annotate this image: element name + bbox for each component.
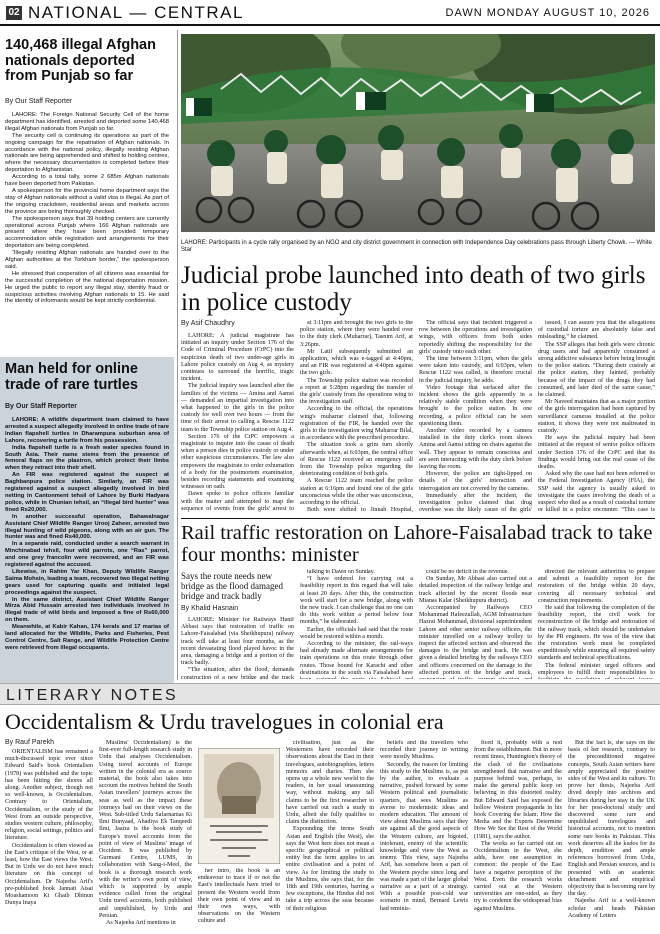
rail-column-3 xyxy=(419,569,532,679)
rail-column-2 xyxy=(300,569,413,679)
paragraph: The time between 3:11pm, when the girls were taken into custody, and 6:03pm, when Rescue 1122 was called, is therefore crucial in the judicial inquiry, he adds. xyxy=(419,356,532,384)
literary-headline: Occidentalism & Urdu travelogues in colonial era xyxy=(5,709,444,734)
paragraph: directed the relevant authorities to prepare and submit a feasibility report for the restoration of the bridge within 20 days, covering all necessary technical and construction requirements. xyxy=(538,569,655,604)
cycle-rally-photo xyxy=(181,34,655,232)
literary-column-2 xyxy=(99,740,192,931)
afghan-body xyxy=(5,112,169,358)
dateline: DAWN MONDAY AUGUST 10, 2026 xyxy=(445,7,650,19)
afghan-byline: By Our Staff Reporter xyxy=(5,98,73,105)
paragraph: Meanwhile, at Kabir Kahan, 174 kerals and 17 marias of land allocated for the Wildlife, Parks and Fisheries, Pest Control Centre, Salt Range, and Wildlife Protection Centre were retrieved from illegal occupants. xyxy=(5,624,169,651)
probe-byline: By Asif Chaudhry xyxy=(181,320,235,327)
paragraph: Likewise, in Rahim Yar Khan, Deputy Wildlife Ranger Saima Mohsin, leading a team, recovered two illegal netting gears used for capturing quails and initiated legal proceedings against the suspect. xyxy=(5,568,169,596)
paragraph: The federal minister urged officers and employees to fulfill their responsibilities to xyxy=(538,662,655,676)
paragraph: Muslims' Occidentalism) is the first-ever full-length research study in Urdu that analyses Occidentalism. Using travel accounts of Europe written in the colonial era as source material, the book also takes into account the motives behind the South Asian travellers' journeys across the seas as well as the impact these journeys had on their views on the West. Sub-titled Urdu Safarnamas Ki Ilmi Bunyaad, Ahadiya Ek Tanqeedi Ilmi, Jaaiza is the book study of Europe's travel accounts from the point of view of Muslims' image of Occident. It was published by Gurmani Centre, LUMS, in collaboration with Sang-i-Meel, the book is a thorough research work with the writer's own point of view, which is supported by ample evidence culled from the original Urdu travel accounts, both published and unpublished, by Urdu and Persian. xyxy=(99,740,192,919)
rail-byline: By Khalid Hasnain xyxy=(181,605,239,612)
paragraph: “The situation, after the flood, demands construction of a new bridge and the track xyxy=(181,667,294,679)
rail-headline: Rail traffic restoration on Lahore-Faisalabad track to take four months: minister xyxy=(181,522,653,566)
paragraph: Earlier, the officials had said that the route would be restored within a month. xyxy=(300,626,413,640)
paragraph: Mr Latif subsequently submitted an application, which was e-tagged at 4:40pm, and an FIR was registered at 4:40pm against the two girls. xyxy=(300,348,413,377)
paragraph: He stressed that cooperation of all citizens was essential for the successful completion of the national deportation mission. He urged the public to report any illegal stay, identity fraud or suspicious activities involving Afghan nationals to 15. He said the identity of informants would be kept strictly confidential. xyxy=(5,270,169,305)
paragraph: According to the minister, the rail-ways had already made alternate arrangements for train operations on this route through other routes. Those bound for Karachi and other destinations in the south via Faisalabad have xyxy=(300,641,413,676)
probe-column-4 xyxy=(538,320,655,513)
literary-column-5 xyxy=(380,740,468,931)
paragraph: “I have ordered for carrying out a feasibility report in this regard that will take at least 20 days. After this, the construction work will start for a new bridge, along with the new track. I can challenge that no one can do this work within a period below four months,” he elaborated. xyxy=(300,576,413,626)
paragraph: However, the police are tight-lipped on details of the girls' interaction and interrogation are not covered by the cameras. xyxy=(419,471,532,492)
literary-column-7 xyxy=(568,740,655,931)
paragraph: In a separate raid, conducted under a search warrant in Minchinabad tehsil, four wild parrots, one “Ras” parrot, and one grey francolin were recovered, and an FIR was registered against the accused. xyxy=(5,541,169,569)
paragraph: her intro, the book is an endeavour to trace if or not the East's intellectuals have tried to present the Western world from their own point of view and in their own ways, with observations on the Western culture and xyxy=(198,868,280,925)
column-rule xyxy=(177,30,178,680)
literary-column-1 xyxy=(5,749,93,931)
paragraph: A spokesperson for the provincial home department says the stay of Afghan nationals without a valid visa is illegal. As part of the ongoing crackdown, residential areas and markets across the province are being thoroughly checked. xyxy=(5,187,169,215)
paragraph: As Najeeba Arif mentions in xyxy=(106,920,176,927)
paragraph: Both were shifted to Jinnah Hospital, xyxy=(307,507,413,513)
paragraph: He said that following the completion of the feasibility report, the civil work for reconstruction of the bridge and restoration of the railway track, which should be undertaken by the PR engineers. He was of the view that the restoration work must be completed expeditiously while ensuring all required safety standards and technical specifications. xyxy=(538,605,655,662)
probe-column-3 xyxy=(419,320,532,513)
paragraph: at 3:11pm and brought the two girls to the police station, where they were handed over to the duty clerk (Muharrar), Tasnim Arif, at 3:26pm. xyxy=(300,320,413,348)
turtles-byline: By Our Staff Reporter xyxy=(5,403,77,410)
paragraph: Secondly, the reason for limiting this study to the Muslims is, as put by the author, to evaluate a narrative, pushed forward by some Western political and journalistic quarters, that sees Muslims as averse to modernistic ideas and modern education. The amount of view about Muslims says that they are against all the good aspects of the Western culture, are bigoted, intolerant, enemy of the scientific knowledge and view the West as enemy. This view, says Najeeba Arif, has somehow been a part of the Western psyche since long and was made a part of the larger global narrative as a part of a strategy. With a possible post-cold war scenario in mind, Bernard Lewis had reminis- xyxy=(380,761,468,912)
rail-column-1 xyxy=(181,617,294,679)
paragraph: In another successful operation, Bahawalnagar Assistant Chief Wildlife Ranger Urooj Zaheer, arrested two illegal hunting of wild pigeons, along with an air gun. The hunter was and fined Rs40,000. xyxy=(5,513,169,541)
book-cover-illustration xyxy=(198,748,280,864)
probe-column-2 xyxy=(300,320,413,513)
paragraph: Accompanied by Railways CEO Mohammad Hafeezullah, AGM Infrastructure Hazrat Mohammad, divisional superintendent Lahore and other senior railway officers, the minister travelled on a railway trolley to inspect the affected section and observed the damages to the bridge and track. He was given a detailed briefing by the railways CEO and officers concerned on the damage to the affected portion of the bridge and track, xyxy=(419,605,532,676)
rail-deck: Says the route needs new bridge as the flood damaged bridge and track badly xyxy=(181,571,283,601)
paragraph: According to the official, the operations wing's muharrar claimed that, following registration of the FIR, he handed over the girls to the investigation wing Muharrar Bilal, in accordance with the prescribed procedure. xyxy=(300,406,413,442)
section-divider xyxy=(181,518,655,519)
paragraph: talking to Dawn on Sunday. xyxy=(307,569,375,575)
paragraph: “Illegally residing Afghan nationals are handed over to the Afghan authorities at the Torkham border,” the spokesperson said. xyxy=(5,250,169,270)
paragraph: The situation took a grim turn shortly afterwards when, at 6:03pm, the central office of Rescue 1122 received an emergency call from the Township police regarding the deteriorating condition of both girls. xyxy=(300,442,413,478)
paragraph: Immediately after the incident, the investigation police claimed that drug overdose was the likely cause of the girls' xyxy=(419,492,532,513)
paragraph: LAHORE: Minister for Railways Hanif Abbasi says that restoration of traffic on Lahore-Faisalabad (via Sheikhupura) railway track will take at least four months, as the recent devastating flood played havoc in the area, damaging a bridge and a portion of the track badly. xyxy=(181,617,294,667)
paragraph: The Township police station was recorded a report at 5:28pm regarding the transfer of the girls' custody from the operations wing to the investigation staff. xyxy=(300,377,413,406)
paragraph: civilisation, just as the Westerners have recorded their observations about the East in their travelogues, autobiographies, letters memoirs and diaries. Then she opens up a whole new world to the readers, in her usual unassuming way, without making any tall claims to be the first researcher to have carried out such a study in Urdu, albeit she fully qualifies to claim the distinction. xyxy=(286,740,374,826)
paragraph: The official says that incident triggered a row between the operations and investigation wings, with officers from both sides reportedly shifting the responsibility for the girls' custody onto each other. xyxy=(419,320,532,355)
paragraph: Video footage that surfaced after the incident shows the girls apparently in a relatively stable condition when they were brought to the police station. In one recording, a police official can be seen questioning them. xyxy=(419,384,532,427)
paragraph: He says the judicial inquiry had been initiated at the request of senior police officers under Section 176 of the CrPC and that its findings would bring out the real cause of the deaths. xyxy=(538,435,655,471)
paragraph: issued, I can assure you that the allegations of custodial torture are absolutely false and misleading,” he claimed. xyxy=(538,320,655,341)
afghan-headline: 140,468 illegal Afghan nationals deported from Punjab so far xyxy=(5,37,156,84)
book-cover-image xyxy=(198,748,280,864)
paragraph: Mr Naveed maintains that as a major portion of the girls interrogation had been captured by surveillance cameras installed at the police station, it shows they were not maltreated in custody. xyxy=(538,399,655,435)
photo-illustration xyxy=(181,34,655,232)
paragraph: On Sunday, Mr Abbasi also carried out a detailed inspection of the railway bridge and track affected by the recent floods near Mianas Kalar (Sheikhupura district). xyxy=(419,576,532,604)
literary-byline: By Rauf Parekh xyxy=(5,739,55,746)
paragraph: The spokesperson says that 39 holding centers are currently operational across Punjab where 166 Afghan nationals are present where they have been provided temporary accommodation while registration and arrangements for their deportation are being completed. xyxy=(5,215,169,250)
paragraph: But the fact is, she says on the basis of her research, contrary to the preconditioned negative concepts, South Asian writers have amply appreciated the positive sides of the West and its culture. To prove her thesis, Najeeba Arif dived deeply into archives and libraries during her stay in the UK for her post-doctoral study and discovered some rare and unpublished travelogues and historical accounts, not to mention some rare books in Pakistan. This work deserves all the kudos for its depth, erudition and ample references borrowed from Urdu, English and Persian sources, and is presented with an academic detachment and empirical objectivity that is becoming rare by the day. xyxy=(568,740,655,898)
paragraph: India flapshell turtle is a fresh water species found in South Asia. Their name stems from the presence of femoral flaps on the plastron, which protect their limbs when they retract into their shell. xyxy=(5,444,169,472)
paragraph: beliefs and the travellers who recorded their journey in writing were mostly Muslims. xyxy=(380,740,468,761)
probe-headline: Judicial probe launched into death of two girls in police custody xyxy=(181,262,646,316)
paragraph: Dawn spoke to police officers familiar with the matter and attempted to map the sequence of events from the girls' arrest to xyxy=(181,491,294,512)
section-title: NATIONAL — CENTRAL xyxy=(28,3,244,22)
paragraph: In the same district, Assistant Chief Wildlife Ranger Mirza Abid Hussain arrested two individuals involved in illegal trade of wild birds and imposed a fine of Rs60,000 on them. xyxy=(5,596,169,624)
masthead xyxy=(0,0,660,26)
paragraph: could be no deficit in the revenue. xyxy=(426,569,510,575)
paragraph: LAHORE: A wildlife department team claimed to have arrested a suspect allegedly involved in online trade of rare Indian flapshell turtles in Dharampura suburban area of Lahore, recovering a turtle from his possession. xyxy=(5,417,169,444)
turtles-headline: Man held for online trade of rare turtles xyxy=(5,361,138,393)
literary-notes-band xyxy=(0,683,660,705)
rail-column-4 xyxy=(538,569,655,679)
literary-column-6 xyxy=(474,740,562,931)
paragraph: The security cell is continuing its operations as part of the ongoing campaign for the repatriation of Afghan nationals. In accordance with the national policy, illegally residing Afghan nationals are being apprehended and shifted to holding centres, where the necessary documentation is completed before their deportation to Afghanistan. xyxy=(5,132,169,174)
paragraph: A Rescue 1122 team reached the police station at 6:16pm and found one of the girls unconscious while the other was unconscious, according to the official. xyxy=(300,478,413,507)
paragraph: Najeeba Arif is a well-known scholar and heads Pakistan Academy of Letters xyxy=(568,898,655,919)
probe-column-1 xyxy=(181,333,294,513)
page-number: 02 xyxy=(6,6,22,20)
paragraph: The judicial inquiry was launched after the families of the victims — Amina and Aamsi — demanded an impartial investigation into what happened to the girls in the police custody for well over two hours — from the time of their arrest to calling a Rescue 1122 team to the Township police station on Aug 4. xyxy=(181,383,294,433)
paragraph: The works so far carried out on Occidentalism in the West, she adds, have one assumption in common: the people of the East have a negative perception of the West. Even the research works carried out at the Western universities are one-sided, as they try to condemn the widespread bias against Muslims. xyxy=(474,840,562,912)
paragraph: Another video recorded by a camera installed in the duty clerk's room shows Amina and Aamsi sitting on chairs against the wall. They appear to remain conscious and are seen interacting with the duty clerk before leaving the room. xyxy=(419,428,532,471)
paragraph: LAHORE: The Foreign National Security Cell of the home department has identified, arrested and deported some 140,468 illegal Afghan nationals from Punjab so far. xyxy=(5,112,169,132)
afghan-story xyxy=(0,28,174,360)
paragraph: The SSP alleges that both girls were chronic drug users and had apparently consumed a strong addictive substance before being brought to the police station. “During their custody at the police station, they fainted, probably because of the impact of the drugs they had consumed, and later died of the same cause,” he claimed. xyxy=(538,341,655,399)
paragraph: Asked why the case had not been referred to the Federal Investigation Agency (FIA), the SSP said the agency is usually asked to investigate the cases involving the death of a suspect who died as a result of custodial torture or killed in a police encounter. “This case is xyxy=(538,471,655,513)
turtles-story xyxy=(0,357,174,687)
literary-column-4 xyxy=(286,740,374,931)
paragraph: LAHORE: A judicial magistrate has initiated an inquiry under Section 176 of the Code of Criminal Procedure (CrPC) into the suspicious death of two under-age girls in Lahore police custody on Aug 4, as mystery continues to surround the horrific, tragic incident. xyxy=(181,333,294,383)
turtles-body xyxy=(5,417,169,681)
paragraph: Expounding the terms South Asian and English (the West), she says the West here does not mean a specific geographical or political entity but the term applies to an entire civilisation and a point of view. As for limiting the study to the Muslims, she says that, for the 18th and 19th centuries, barring a few exceptions, the Hindus did not take a trip across the seas because of their religious xyxy=(286,826,374,912)
literary-column-3 xyxy=(198,868,280,931)
paragraph: Occidentalism is often viewed as the East's critique of the West, or at least, how the East views the West. But in Urdu we do not have much literature on this concept of Occidentalism. Dr Najeeba Arif's pre-published book Jannati Aisai Moashamoon Ki Ghaib Dhinun Dunya Inaya xyxy=(5,842,93,907)
paragraph: An FIR was registered against the suspect at Baghbanpura police station. Similarly, an FIR was registered against a suspect allegedly involved in bird netting in Cantonment tehsil of Lahore by Burki Hadyara police, while in Chunian tehsil, an “illegal bird hunter” was fined Rs20,000. xyxy=(5,472,169,513)
paragraph: Section 176 of the CrPC empowers a magistrate to inquire into the cause of death when a person dies in police custody or under other suspicious circumstances. The law also empowers the magistrate to order exhumation of a body for the postmortem examination, besides recording statements and examining witnesses on oath. xyxy=(181,433,294,491)
paragraph: According to a total tally, some 2 685m Afghan nationals have been deported from Pakistan. xyxy=(5,174,169,188)
photo-caption: LAHORE: Participants in a cycle rally organised by an NGO and city district government in connection with Independence Day celebrations pass through Liberty Chowk. — White Star xyxy=(181,240,652,253)
paragraph: ORIENTALISM has remained a much-discussed topic ever since Edward Said's book Orientalism (1978) was published and the topic has been hitting the shores all along. Another subject, though not so well-known, is Occidentalism. Contrary to Orientalism, Occidentalism, or the study of the West from an outside perspective, studies western culture, philosophy, religion, social settings, politics and literature. xyxy=(5,749,93,842)
paragraph: ficed it, probably with a nod from the establishment. But in more recent times, Huntington's theory of the clash of the civilisations strengthened that narrative and the purpose behind was, perhaps, to make the general public keep on believing in this distorted reality. But Edward Said has exposed the hollow Western propaganda in his book Covering the Islam: How the Media and the Experts Determine How We See the Rest of the World (1981), says the author. xyxy=(474,740,562,840)
literary-notes-label: LITERARY NOTES xyxy=(6,687,179,704)
